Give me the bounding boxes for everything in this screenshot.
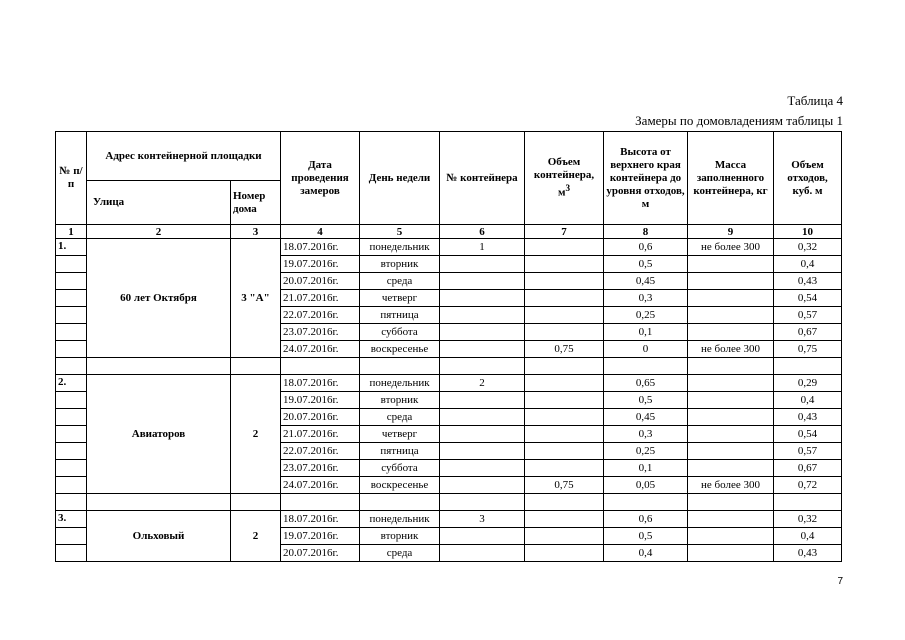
day-cell: суббота: [360, 460, 440, 477]
waste-cell: 0,4: [774, 256, 842, 273]
container-cell: 3: [440, 511, 525, 528]
date-cell: 19.07.2016г.: [281, 528, 360, 545]
header-mass: Масса заполненного контейнера, кг: [688, 132, 774, 225]
empty-cell: [774, 494, 842, 511]
mass-cell: [688, 409, 774, 426]
waste-cell: 0,32: [774, 239, 842, 256]
day-cell: четверг: [360, 426, 440, 443]
header-height: Высота от верхнего края контейнера до уровня отходов, м: [604, 132, 688, 225]
volume-cell: [525, 290, 604, 307]
empty-cell: [774, 358, 842, 375]
measurements-table: [55, 131, 842, 562]
house-cell: 3 "А": [231, 239, 281, 358]
waste-cell: 0,54: [774, 290, 842, 307]
day-cell: воскресенье: [360, 341, 440, 358]
height-cell: 0,5: [604, 256, 688, 273]
day-cell: пятница: [360, 307, 440, 324]
column-numbers-row: [56, 225, 842, 239]
container-cell: [440, 256, 525, 273]
volume-cell: [525, 528, 604, 545]
row-number-cell: [56, 307, 87, 324]
empty-cell: [87, 494, 231, 511]
container-cell: [440, 307, 525, 324]
empty-cell: [440, 358, 525, 375]
column-number: 6: [440, 225, 525, 239]
date-cell: 21.07.2016г.: [281, 290, 360, 307]
day-cell: четверг: [360, 290, 440, 307]
mass-cell: [688, 375, 774, 392]
volume-cell: [525, 375, 604, 392]
day-cell: вторник: [360, 528, 440, 545]
volume-cell: [525, 409, 604, 426]
waste-cell: 0,32: [774, 511, 842, 528]
header-volume: Объем контейнера, $м^3$: [525, 132, 604, 225]
header-date: Дата проведения замеров: [281, 132, 360, 225]
house-cell: 2: [231, 375, 281, 494]
row-number-cell: [56, 545, 87, 562]
empty-cell: [87, 358, 231, 375]
volume-cell: 0,75: [525, 341, 604, 358]
row-number-cell: [56, 426, 87, 443]
mass-cell: [688, 290, 774, 307]
empty-cell: [440, 494, 525, 511]
date-cell: 21.07.2016г.: [281, 426, 360, 443]
house-cell: 2: [231, 511, 281, 562]
table-row: [56, 375, 842, 392]
row-number-cell: [56, 443, 87, 460]
waste-cell: 0,67: [774, 324, 842, 341]
table-header: [56, 132, 842, 239]
day-cell: среда: [360, 409, 440, 426]
column-number: 5: [360, 225, 440, 239]
mass-cell: [688, 511, 774, 528]
empty-cell: [604, 494, 688, 511]
empty-cell: [688, 494, 774, 511]
mass-cell: не более 300: [688, 239, 774, 256]
height-cell: 0,6: [604, 239, 688, 256]
container-cell: [440, 341, 525, 358]
volume-cell: [525, 273, 604, 290]
date-cell: 23.07.2016г.: [281, 324, 360, 341]
height-cell: 0: [604, 341, 688, 358]
waste-cell: 0,57: [774, 443, 842, 460]
date-cell: 18.07.2016г.: [281, 239, 360, 256]
height-cell: 0,5: [604, 528, 688, 545]
column-number: 9: [688, 225, 774, 239]
mass-cell: [688, 528, 774, 545]
volume-cell: [525, 545, 604, 562]
table-title: Замеры по домовладениям таблицы 1: [635, 113, 843, 128]
waste-cell: 0,75: [774, 341, 842, 358]
height-cell: 0,65: [604, 375, 688, 392]
height-cell: 0,25: [604, 443, 688, 460]
volume-cell: [525, 392, 604, 409]
table-row: [56, 511, 842, 528]
column-number: 2: [87, 225, 231, 239]
row-number-cell: [56, 460, 87, 477]
date-cell: 19.07.2016г.: [281, 256, 360, 273]
mass-cell: [688, 307, 774, 324]
container-cell: [440, 290, 525, 307]
day-cell: понедельник: [360, 375, 440, 392]
container-cell: 2: [440, 375, 525, 392]
container-cell: [440, 392, 525, 409]
table-row: [56, 239, 842, 256]
container-cell: [440, 528, 525, 545]
date-cell: 23.07.2016г.: [281, 460, 360, 477]
spacer-row: [56, 358, 842, 375]
row-number-cell: [56, 324, 87, 341]
empty-cell: [525, 358, 604, 375]
date-cell: 24.07.2016г.: [281, 477, 360, 494]
container-cell: [440, 443, 525, 460]
waste-cell: 0,72: [774, 477, 842, 494]
street-cell: Ольховый: [87, 511, 231, 562]
height-cell: 0,4: [604, 545, 688, 562]
header-waste: Объем отходов, куб. м: [774, 132, 842, 225]
mass-cell: [688, 324, 774, 341]
empty-cell: [231, 358, 281, 375]
column-number: 1: [56, 225, 87, 239]
day-cell: среда: [360, 273, 440, 290]
date-cell: 20.07.2016г.: [281, 409, 360, 426]
waste-cell: 0,43: [774, 409, 842, 426]
volume-cell: [525, 443, 604, 460]
volume-cell: [525, 256, 604, 273]
volume-cell: 0,75: [525, 477, 604, 494]
date-cell: 22.07.2016г.: [281, 307, 360, 324]
height-cell: 0,25: [604, 307, 688, 324]
column-number: 8: [604, 225, 688, 239]
date-cell: 22.07.2016г.: [281, 443, 360, 460]
empty-cell: [688, 358, 774, 375]
header-no: № п/п: [56, 132, 87, 225]
container-cell: [440, 477, 525, 494]
empty-cell: [604, 358, 688, 375]
height-cell: 0,45: [604, 273, 688, 290]
height-cell: 0,5: [604, 392, 688, 409]
date-cell: 20.07.2016г.: [281, 545, 360, 562]
height-cell: 0,45: [604, 409, 688, 426]
street-cell: Авиаторов: [87, 375, 231, 494]
date-cell: 19.07.2016г.: [281, 392, 360, 409]
row-number-cell: 1.: [56, 239, 87, 256]
mass-cell: [688, 460, 774, 477]
row-number-cell: [56, 528, 87, 545]
header-house: Номер дома: [231, 181, 281, 225]
container-cell: [440, 545, 525, 562]
container-cell: [440, 460, 525, 477]
empty-cell: [360, 494, 440, 511]
spacer-row: [56, 494, 842, 511]
day-cell: вторник: [360, 256, 440, 273]
header-street: Улица: [87, 181, 231, 225]
height-cell: 0,6: [604, 511, 688, 528]
page-number: 7: [837, 576, 843, 587]
mass-cell: [688, 545, 774, 562]
empty-cell: [281, 358, 360, 375]
empty-cell: [360, 358, 440, 375]
column-number: 7: [525, 225, 604, 239]
height-cell: 0,1: [604, 460, 688, 477]
container-cell: [440, 273, 525, 290]
volume-cell: [525, 239, 604, 256]
empty-cell: [56, 494, 87, 511]
row-number-cell: [56, 392, 87, 409]
day-cell: понедельник: [360, 239, 440, 256]
container-cell: 1: [440, 239, 525, 256]
volume-cell: [525, 426, 604, 443]
row-number-cell: [56, 409, 87, 426]
empty-cell: [231, 494, 281, 511]
header-container: № контейнера: [440, 132, 525, 225]
container-cell: [440, 409, 525, 426]
table-body: [56, 239, 842, 562]
waste-cell: 0,29: [774, 375, 842, 392]
waste-cell: 0,57: [774, 307, 842, 324]
mass-cell: [688, 443, 774, 460]
day-cell: воскресенье: [360, 477, 440, 494]
table-label: Таблица 4: [787, 93, 843, 108]
street-cell: 60 лет Октября: [87, 239, 231, 358]
height-cell: 0,1: [604, 324, 688, 341]
row-number-cell: [56, 477, 87, 494]
waste-cell: 0,4: [774, 392, 842, 409]
empty-cell: [56, 358, 87, 375]
date-cell: 20.07.2016г.: [281, 273, 360, 290]
column-number: 3: [231, 225, 281, 239]
waste-cell: 0,43: [774, 273, 842, 290]
waste-cell: 0,43: [774, 545, 842, 562]
mass-cell: не более 300: [688, 477, 774, 494]
row-number-cell: 2.: [56, 375, 87, 392]
day-cell: вторник: [360, 392, 440, 409]
mass-cell: не более 300: [688, 341, 774, 358]
header-day: День недели: [360, 132, 440, 225]
column-number: 10: [774, 225, 842, 239]
volume-cell: [525, 460, 604, 477]
header-address: Адрес контейнерной площадки: [87, 132, 281, 181]
row-number-cell: [56, 256, 87, 273]
height-cell: 0,3: [604, 426, 688, 443]
row-number-cell: [56, 290, 87, 307]
container-cell: [440, 324, 525, 341]
empty-cell: [525, 494, 604, 511]
mass-cell: [688, 256, 774, 273]
height-cell: 0,3: [604, 290, 688, 307]
row-number-cell: [56, 341, 87, 358]
volume-cell: [525, 511, 604, 528]
day-cell: понедельник: [360, 511, 440, 528]
header-volume-unit-sup: 3: [565, 183, 571, 194]
mass-cell: [688, 426, 774, 443]
date-cell: 18.07.2016г.: [281, 511, 360, 528]
row-number-cell: 3.: [56, 511, 87, 528]
date-cell: 24.07.2016г.: [281, 341, 360, 358]
volume-cell: [525, 307, 604, 324]
day-cell: среда: [360, 545, 440, 562]
column-number: 4: [281, 225, 360, 239]
empty-cell: [281, 494, 360, 511]
waste-cell: 0,4: [774, 528, 842, 545]
mass-cell: [688, 392, 774, 409]
waste-cell: 0,67: [774, 460, 842, 477]
day-cell: пятница: [360, 443, 440, 460]
row-number-cell: [56, 273, 87, 290]
day-cell: суббота: [360, 324, 440, 341]
mass-cell: [688, 273, 774, 290]
volume-cell: [525, 324, 604, 341]
height-cell: 0,05: [604, 477, 688, 494]
waste-cell: 0,54: [774, 426, 842, 443]
date-cell: 18.07.2016г.: [281, 375, 360, 392]
container-cell: [440, 426, 525, 443]
